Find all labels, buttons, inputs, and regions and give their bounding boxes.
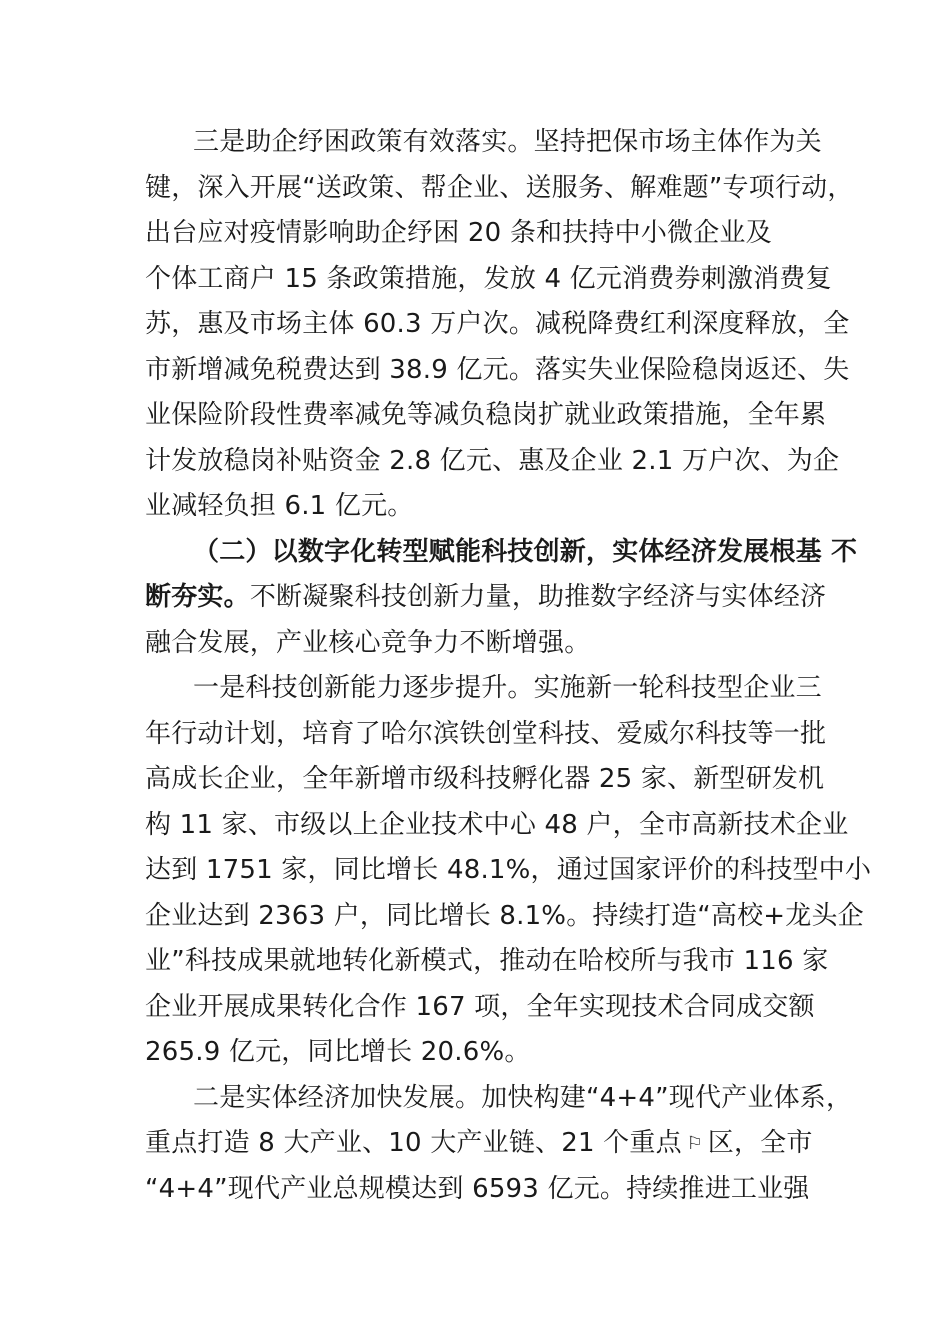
paragraph-3-line-2-start: 重点打造 8 大产业、10 大产业链、21 个重点 — [145, 1128, 682, 1158]
glyph-artifact-icon: ⚐ — [686, 1133, 703, 1154]
paragraph-1-line-3: 出台应对疫情影响助企纾困 20 条和扶持中小微企业及 — [145, 218, 772, 248]
paragraph-2-line-2: 年行动计划，培育了哈尔滨铁创堂科技、爱威尔科技等一批 — [145, 719, 827, 749]
paragraph-2-line-9: 265.9 亿元，同比增长 20.6%。 — [145, 1037, 531, 1067]
section-heading-line-2 — [145, 581, 826, 613]
paragraph-3-line-1: 二是实体经济加快发展。加快构建“4+4”现代产业体系， — [193, 1083, 853, 1113]
paragraph-3-line-2-end: 区，全市 — [707, 1128, 813, 1158]
paragraph-1-line-9: 业减轻负担 6.1 亿元。 — [145, 491, 414, 521]
paragraph-1-line-8: 计发放稳岗补贴资金 2.8 亿元、惠及企业 2.1 万户次、为企 — [145, 446, 840, 476]
paragraph-2-line-8: 企业开展成果转化合作 167 项，全年实现技术合同成交额 — [145, 992, 815, 1022]
paragraph-2-line-6: 企业达到 2363 户，同比增长 8.1%。持续打造“高校+龙头企 — [145, 901, 864, 931]
paragraph-1-line-1: 三是助企纾困政策有效落实。坚持把保市场主体作为关 — [193, 127, 822, 157]
paragraph-1-line-6: 市新增减免税费达到 38.9 亿元。落实失业保险稳岗返还、失 — [145, 355, 850, 385]
paragraph-2-line-5: 达到 1751 家，同比增长 48.1%，通过国家评价的科技型中小 — [145, 855, 872, 885]
section-heading-line-1: （二）以数字化转型赋能科技创新，实体经济发展根基 不 — [193, 537, 858, 567]
paragraph-2-line-1: 一是科技创新能力逐步提升。实施新一轮科技型企业三 — [193, 673, 822, 703]
paragraph-2-line-3: 高成长企业，全年新增市级科技孵化器 25 家、新型研发机 — [145, 764, 825, 794]
paragraph-3-line-3: “4+4”现代产业总规模达到 6593 亿元。持续推进工业强 — [145, 1174, 810, 1204]
paragraph-1-line-5: 苏，惠及市场主体 60.3 万户次。减税降费红利深度释放，全 — [145, 309, 850, 339]
section-intro-line-2: 融合发展，产业核心竞争力不断增强。 — [145, 628, 591, 658]
section-heading-tail: 断夯实。 — [145, 582, 250, 612]
paragraph-2-line-4: 构 11 家、市级以上企业技术中心 48 户，全市高新技术企业 — [145, 810, 849, 840]
paragraph-1-line-4: 个体工商户 15 条政策措施，发放 4 亿元消费券刺激消费复 — [145, 264, 832, 294]
paragraph-1-line-7: 业保险阶段性费率减免等减负稳岗扩就业政策措施，全年累 — [145, 400, 827, 430]
section-intro-text: 不断凝聚科技创新力量，助推数字经济与实体经济 — [249, 582, 827, 612]
paragraph-2-line-7: 业”科技成果就地转化新模式，推动在哈校所与我市 116 家 — [145, 946, 829, 976]
paragraph-3-line-2 — [145, 1127, 813, 1160]
paragraph-1-line-2: 键，深入开展“送政策、帮企业、送服务、解难题”专项行动， — [145, 173, 854, 203]
